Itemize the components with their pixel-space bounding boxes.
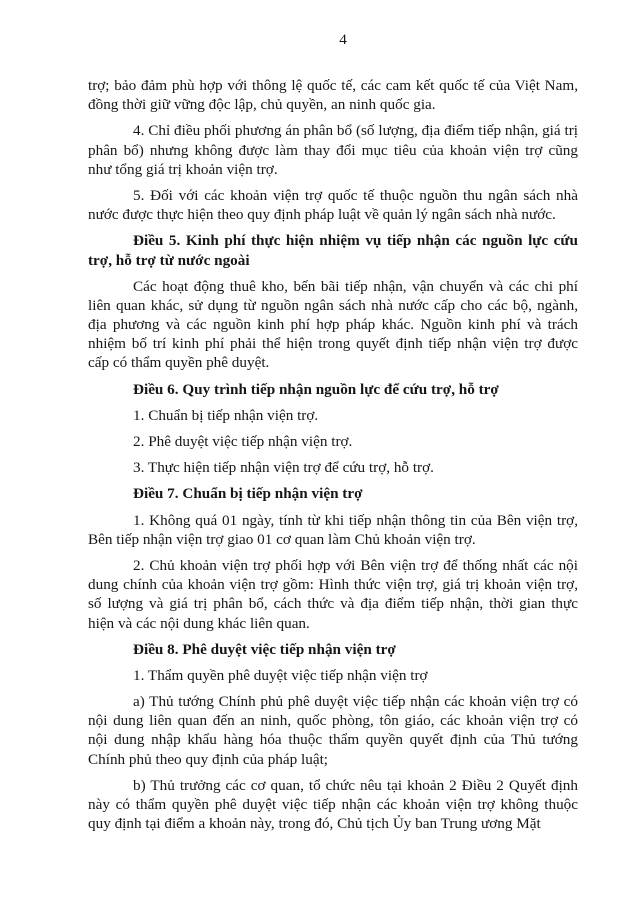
page-number: 4	[339, 31, 347, 48]
paragraph	[88, 458, 578, 477]
text-line: 2. Phê duyệt việc tiếp nhận viện trợ.	[133, 433, 353, 450]
text-line: 1. Chuẩn bị tiếp nhận viện trợ.	[133, 406, 319, 424]
text-line: a) Thủ tướng Chính phủ phê duyệt việc tiếp nhận các khoản viện trợ có	[133, 693, 578, 711]
text-line: 5. Đối với các khoản viện trợ quốc tế thuộc nguồn thu ngân sách nhà	[133, 186, 578, 204]
text-line: hiện và các nội dung khác liên quan.	[88, 614, 310, 632]
text-line: Điều 5. Kinh phí thực hiện nhiệm vụ tiếp nhận các nguồn lực cứu	[133, 232, 578, 250]
text-line: 2. Chủ khoản viện trợ phối hợp với Bên viện trợ để thống nhất các nội	[133, 556, 578, 574]
text-line: đồng thời giữ vững độc lập, chủ quyền, an ninh quốc gia.	[88, 96, 436, 114]
text-line: Điều 8. Phê duyệt việc tiếp nhận viện trợ	[133, 640, 396, 658]
article-heading	[88, 380, 578, 399]
paragraph-continued	[88, 76, 578, 114]
text-line: dung chính của khoản viện trợ gồm: Hình thức viện trợ, giá trị khoản viện trợ,	[88, 576, 578, 594]
text-line: b) Thủ trưởng các cơ quan, tổ chức nêu tại khoản 2 Điều 2 Quyết định	[133, 776, 578, 794]
text-line: nhiệm bố trí kinh phí phải thể hiện trong quyết định tiếp nhận viện trợ được	[88, 335, 578, 353]
article-heading	[88, 231, 578, 269]
text-line: Chính phủ theo quy định của pháp luật;	[88, 750, 329, 768]
paragraph	[88, 666, 578, 685]
text-line: này có thẩm quyền phê duyệt việc tiếp nhận các khoản viện trợ không thuộc	[88, 796, 578, 813]
text-line: nội dung nhập khẩu hàng hóa thuộc thẩm quyền quyết định của Thủ tướng	[88, 731, 578, 749]
paragraph	[88, 692, 578, 769]
document-body	[88, 76, 578, 833]
text-line: phân bổ) nhưng không được làm thay đổi mục tiêu của khoản viện trợ cũng	[88, 141, 578, 159]
text-line: nước được thực hiện theo quy định pháp luật về quản lý ngân sách nhà nước.	[88, 206, 556, 224]
paragraph	[88, 432, 578, 451]
paragraph	[88, 776, 578, 834]
text-line: số lượng và giá trị phân bổ, cách thức và địa điểm tiếp nhận, thời gian thực	[88, 595, 578, 613]
paragraph	[88, 277, 578, 373]
text-line: nội dung liên quan đến an ninh, quốc phòng, tôn giáo, các khoản viện trợ có	[88, 712, 578, 730]
text-line: Bên tiếp nhận viện trợ giao 01 cơ quan làm Chủ khoản viện trợ.	[88, 530, 476, 548]
text-line: 1. Thẩm quyền phê duyệt việc tiếp nhận viện trợ	[133, 666, 428, 684]
text-line: Các hoạt động thuê kho, bến bãi tiếp nhận, vận chuyển và các chi phí	[133, 277, 578, 295]
paragraph	[88, 556, 578, 633]
text-line: cấp có thẩm quyền phê duyệt.	[88, 354, 270, 372]
text-line: trợ; bảo đảm phù hợp với thông lệ quốc tế, các cam kết quốc tế của Việt Nam,	[88, 77, 578, 94]
text-line: liên quan khác, sử dụng từ nguồn ngân sách nhà nước cấp cho các bộ, ngành,	[88, 296, 578, 314]
paragraph	[88, 186, 578, 224]
text-line: như tổng giá trị khoản viện trợ.	[88, 160, 278, 178]
text-line: Điều 6. Quy trình tiếp nhận nguồn lực để cứu trợ, hỗ trợ	[133, 380, 499, 398]
article-heading	[88, 484, 578, 503]
text-line: Điều 7. Chuẩn bị tiếp nhận viện trợ	[133, 485, 363, 503]
paragraph	[88, 511, 578, 549]
paragraph	[88, 121, 578, 179]
text-line: trợ, hỗ trợ từ nước ngoài	[88, 251, 250, 269]
text-line: địa phương và các nguồn kinh phí hợp pháp khác. Nguồn kinh phí và trách	[88, 316, 578, 334]
text-line: quy định tại điểm a khoản này, trong đó, Chủ tịch Ủy ban Trung ương Mặt	[88, 815, 541, 833]
text-line: 1. Không quá 01 ngày, tính từ khi tiếp nhận thông tin của Bên viện trợ,	[133, 511, 578, 529]
article-heading	[88, 640, 578, 659]
text-line: 3. Thực hiện tiếp nhận viện trợ để cứu trợ, hỗ trợ.	[133, 459, 434, 477]
text-line: 4. Chỉ điều phối phương án phân bổ (số lượng, địa điểm tiếp nhận, giá trị	[133, 122, 578, 140]
paragraph	[88, 406, 578, 425]
